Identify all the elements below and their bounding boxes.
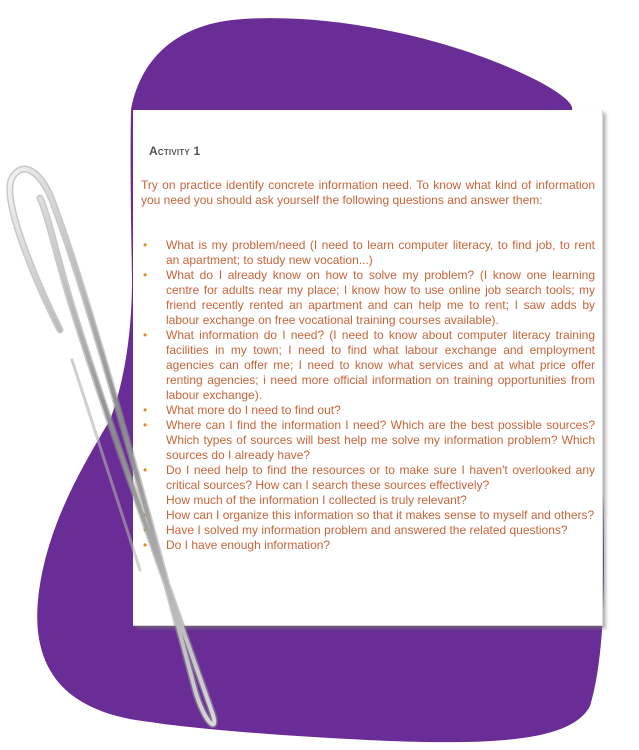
question-item xyxy=(141,538,595,553)
question-item xyxy=(141,268,595,328)
bullet-icon: • xyxy=(143,403,148,417)
bullet-icon: • xyxy=(143,508,148,522)
question-text: What more do I need to find out? xyxy=(166,403,341,417)
question-list xyxy=(141,238,595,553)
question-text: What is my problem/need (I need to learn computer literacy, to find job, to rent an apartment; to study new vocation...) xyxy=(166,238,595,267)
bullet-icon: • xyxy=(143,238,148,252)
bullet-icon: • xyxy=(143,523,148,537)
question-item xyxy=(141,508,595,523)
question-item xyxy=(141,463,595,493)
bullet-icon: • xyxy=(143,418,148,432)
bullet-icon: • xyxy=(143,538,148,552)
activity-title: Activity 1 xyxy=(149,144,201,158)
question-item xyxy=(141,403,595,418)
question-item xyxy=(141,238,595,268)
question-item xyxy=(141,523,595,538)
question-item xyxy=(141,418,595,463)
bullet-icon: • xyxy=(143,268,148,282)
question-text: Where can I find the information I need? Which are the best possible sources? Which types of sources will best help me solve my information problem? Which sources do I already have? xyxy=(166,418,595,462)
question-text: How much of the information I collected is truly relevant? xyxy=(166,493,467,507)
question-text: What information do I need? (I need to know about computer literacy training facilities in my town; I need to find what labour exchange and employment agencies can offer me; I need to know what services and at what price offer renting agencies; i need more official information on training opportunities from labour exchange). xyxy=(166,328,595,402)
question-text: What do I already know on how to solve my problem? (I know one learning centre for adults near my place; I know how to use online job search tools; my friend recently rented an apartment and can help me to rent; I saw adds by labour exchange on free vocational training courses available). xyxy=(166,268,595,327)
question-text: Do I need help to find the resources or to make sure I haven't overlooked any critical sources? How can I search these sources effectively? xyxy=(166,463,595,492)
bullet-icon: • xyxy=(143,328,148,342)
activity-card xyxy=(133,110,603,626)
activity-intro: Try on practice identify concrete information need. To know what kind of information you need you should ask yourself the following questions and answer them: xyxy=(141,178,595,207)
question-text: Do I have enough information? xyxy=(166,538,331,552)
question-text: How can I organize this information so that it makes sense to myself and others? xyxy=(166,508,595,522)
bullet-icon: • xyxy=(143,463,148,477)
question-item xyxy=(141,328,595,403)
question-text: Have I solved my information problem and answered the related questions? xyxy=(166,523,568,537)
question-item xyxy=(141,493,595,508)
